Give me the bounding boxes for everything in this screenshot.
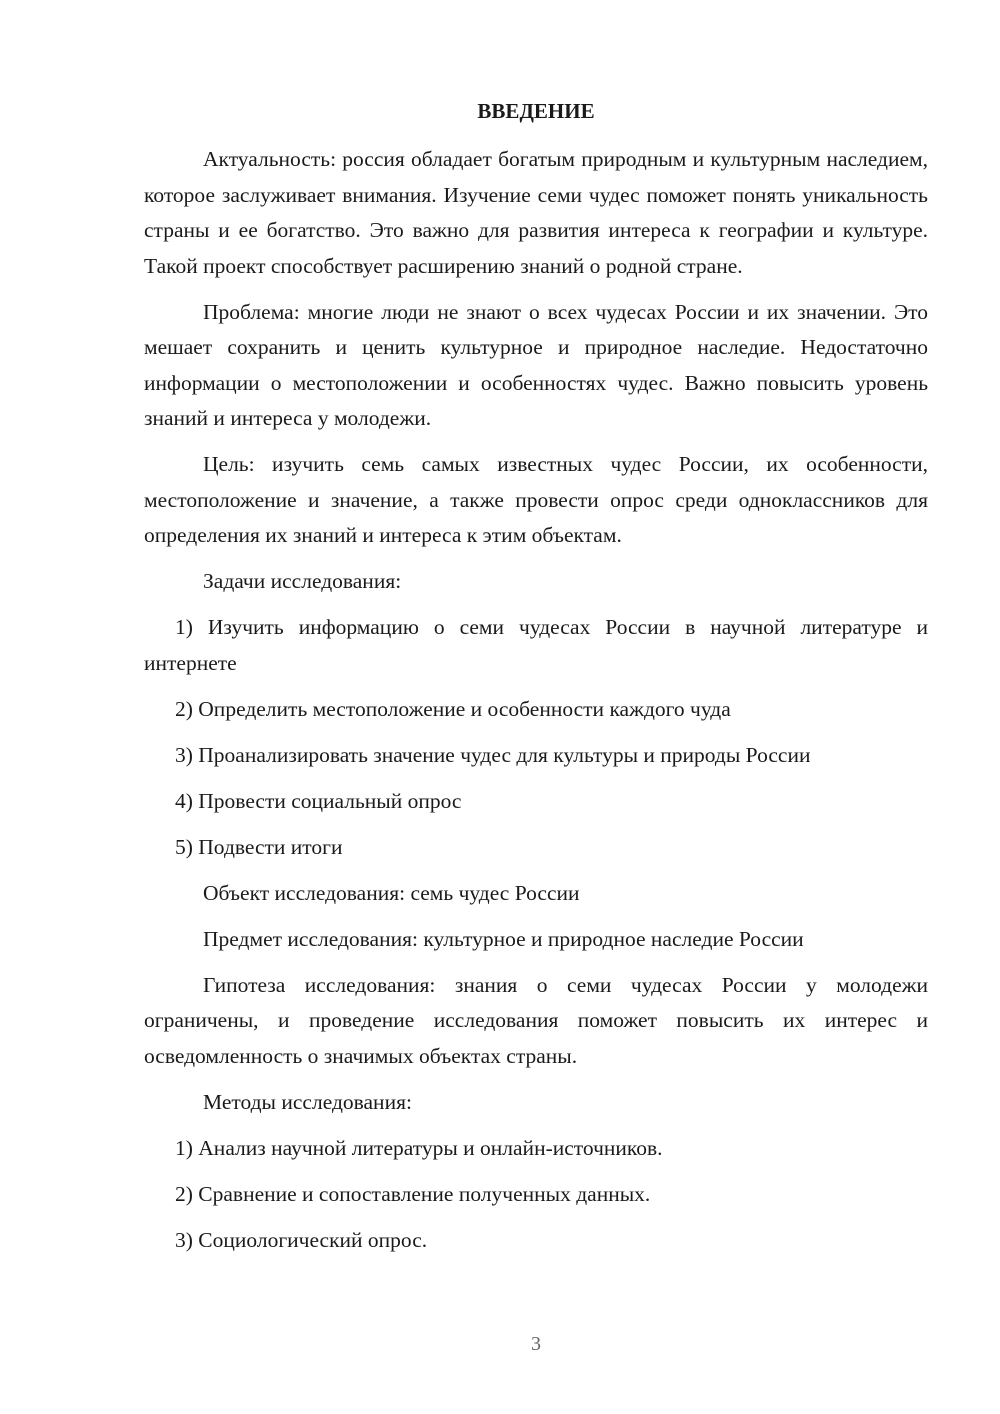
- problem-paragraph: Проблема: многие люди не знают о всех чудесах России и их значении. Это мешает сохранить и ценить культурное и природное наследие. Недостаточно информации о местоположении и особенностях чудес. Важно повысить уровень знаний и интереса у молодежи.: [144, 299, 928, 430]
- task-item: 1) Изучить информацию о семи чудесах России в научной литературе и интернете: [144, 615, 928, 675]
- goal-paragraph: Цель: изучить семь самых известных чудес России, их особенности, местоположение и значение, а также провести опрос среди одноклассников для определения их знаний и интереса к этим объектам.: [144, 452, 928, 547]
- hypothesis-paragraph: Гипотеза исследования: знания о семи чудесах России у молодежи ограничены, и проведение исследования поможет повысить их интерес и осведомленность о значимых объектах страны.: [144, 972, 928, 1068]
- document-body: [144, 142, 928, 1269]
- page-title: ВВЕДЕНИЕ: [477, 99, 595, 123]
- task-item: 5) Подвести итоги: [175, 834, 343, 859]
- method-item: 2) Сравнение и сопоставление полученных данных.: [175, 1181, 651, 1206]
- method-item: 3) Социологический опрос.: [175, 1227, 428, 1252]
- object-paragraph: Объект исследования: семь чудес России: [203, 880, 580, 905]
- task-item: 2) Определить местоположение и особенности каждого чуда: [175, 696, 731, 721]
- task-item: 3) Проанализировать значение чудес для культуры и природы России: [175, 742, 811, 767]
- task-item: 4) Провести социальный опрос: [175, 788, 462, 813]
- relevance-paragraph: Актуальность: россия обладает богатым природным и культурным наследием, которое заслуживает внимания. Изучение семи чудес поможет понять уникальность страны и ее богатство. Это важно для развития интереса к географии и культуре. Такой проект способствует расширению знаний о родной стране.: [144, 147, 928, 278]
- page-number: 3: [531, 1333, 541, 1355]
- methods-heading: Методы исследования:: [203, 1089, 412, 1114]
- tasks-heading: Задачи исследования:: [203, 569, 402, 593]
- subject-paragraph: Предмет исследования: культурное и природное наследие России: [203, 926, 804, 951]
- method-item: 1) Анализ научной литературы и онлайн-источников.: [175, 1135, 663, 1160]
